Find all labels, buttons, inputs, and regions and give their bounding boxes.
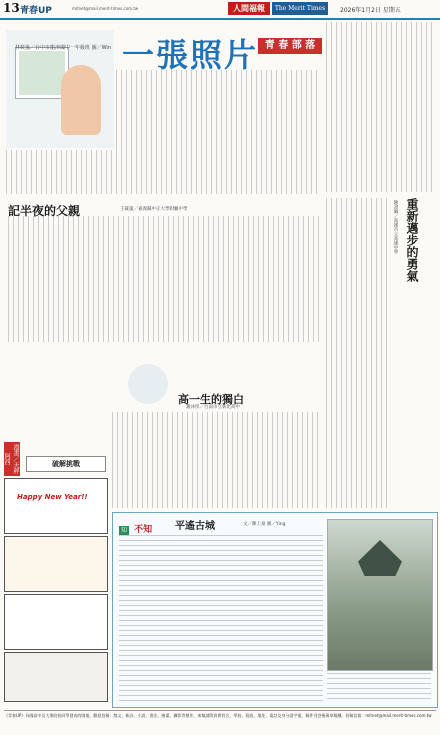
article-title-4: 平遙古城 <box>175 521 215 532</box>
article-title-2: 重新邁步的勇氣 <box>405 198 419 282</box>
footer-text: 《青春UP》為國高中及大專院校同學發表的園地，歡迎投稿：散文、新詩、小說、書法、繪畫、攝影等創作，來稿請附真實姓名、學校、班級、地址、電話及身分證字號，稿件刊登後薄奉稿酬。投稿信箱：mitnet@mail.merit-times.com.tw <box>4 713 432 718</box>
comic-title-box <box>26 456 106 472</box>
article-heading-2 <box>404 198 422 282</box>
newspaper-logo-en: The Merit Times <box>272 2 328 15</box>
newspaper-logo-cn: 人間福報 <box>228 2 270 15</box>
article-byline-4: 文／陳上豪 圖／Ying <box>243 522 286 527</box>
section-name: 青春UP <box>20 6 52 16</box>
comic-frame-4 <box>4 652 108 702</box>
feature-body-left <box>6 150 114 194</box>
article-title-3: 高一生的獨白 <box>178 393 244 406</box>
article-byline-2: 陳書珮／高雄市立高雄中學 <box>393 200 398 254</box>
page-number: 13 <box>3 1 20 15</box>
girl-figure <box>61 65 101 135</box>
comic-label-box <box>4 442 20 476</box>
header-url: mitnet@mail.merit-times.com.tw <box>72 6 139 11</box>
article-body-2 <box>326 198 390 508</box>
comic-label: 漫畫／天秤阿西 <box>3 444 19 474</box>
comic-greeting: Happy New Year!! <box>17 493 88 501</box>
comic-panel <box>4 440 108 702</box>
article-body-4 <box>119 535 323 701</box>
submission-footer <box>4 710 436 733</box>
comic-frame-3 <box>4 594 108 650</box>
know-label <box>119 517 152 536</box>
issue-date: 2026年1月2日 星期五 <box>340 7 401 14</box>
know-text: 不知 <box>134 525 153 535</box>
ancient-city-box <box>112 512 438 708</box>
photo-caption <box>327 673 431 701</box>
page-header <box>0 0 440 20</box>
ancient-tower-photo <box>327 519 433 671</box>
comic-title: 破解挑戰 <box>52 460 80 468</box>
tower-roof <box>358 540 402 576</box>
comic-frame-2 <box>4 536 108 592</box>
article-byline-3: 謝沐彤／台南市立新化高中 <box>186 405 240 410</box>
know-tag: 知 <box>121 527 128 534</box>
article-body-1 <box>8 216 320 342</box>
lamp-illustration <box>128 364 168 404</box>
comic-frame-1 <box>4 478 108 534</box>
article-body-3 <box>112 412 322 508</box>
feature-byline: 林筱嵐／台中市龍津國中一年級班 圖／Win <box>15 45 111 51</box>
article-title-1: 記半夜的父親 <box>8 204 81 218</box>
feature-body-right <box>326 22 436 192</box>
section-badge: 青 春 部 落 <box>258 38 322 54</box>
feature-title: 一張照片 <box>122 36 259 74</box>
article-byline-1: 王筱嵐／嘉義縣中正大學附屬中學 <box>120 207 188 212</box>
feature-body-text <box>116 70 320 194</box>
